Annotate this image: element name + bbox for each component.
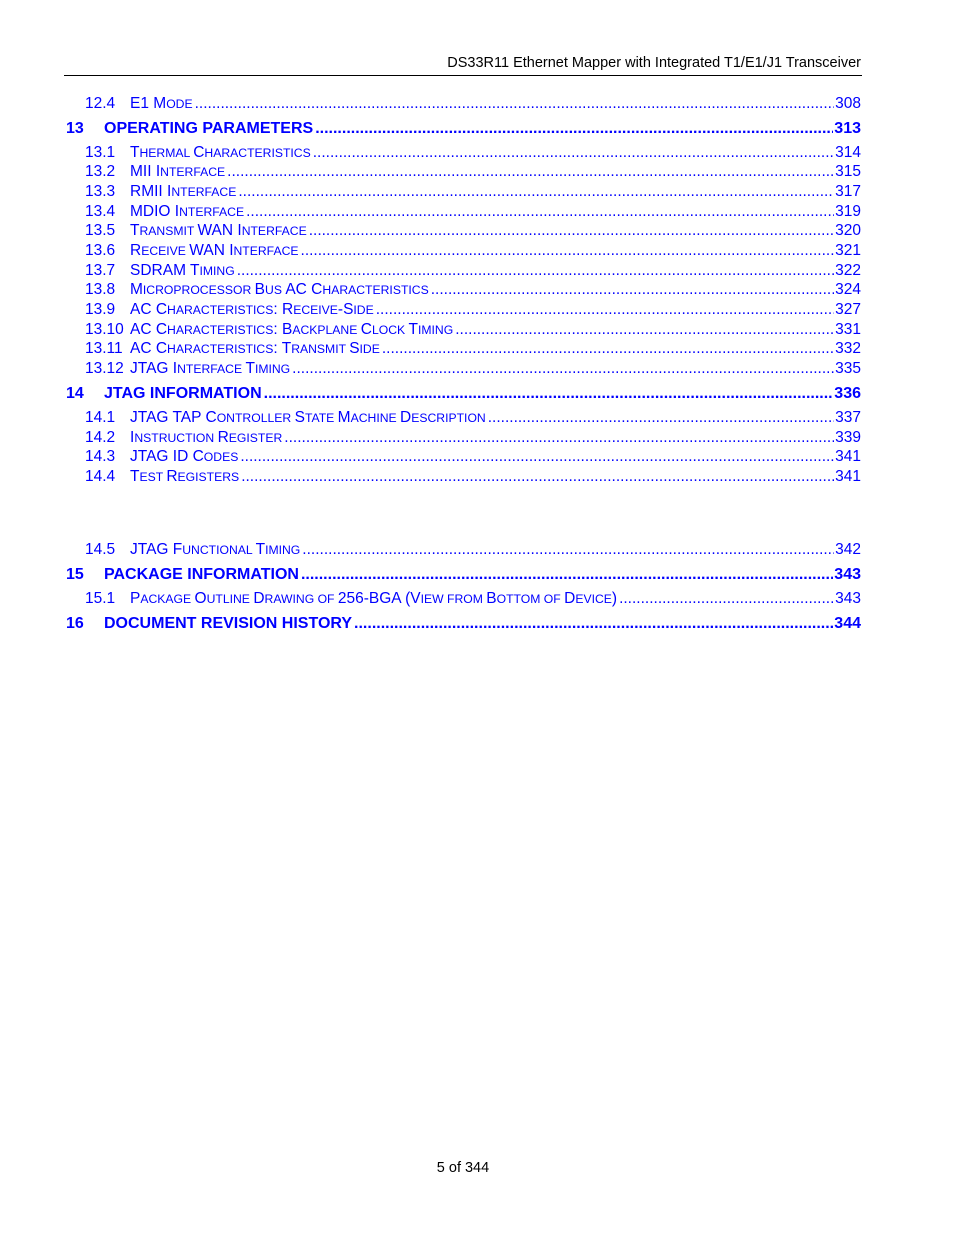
- toc-title-segment: ICROPROCESSOR: [142, 283, 255, 297]
- toc-title-segment: T: [255, 541, 266, 558]
- toc-entry-number: 13.1: [85, 144, 116, 161]
- toc-entry[interactable]: [0, 614, 954, 634]
- toc-title-segment: EVICE: [575, 592, 612, 606]
- toc-entry[interactable]: [0, 540, 954, 560]
- toc-title-segment: IEW FROM: [420, 592, 487, 606]
- toc-entry-line: [130, 182, 861, 202]
- toc-entry-number: 14.3: [85, 448, 116, 465]
- toc-entry-line: [130, 202, 861, 222]
- toc-entry-title[interactable]: [130, 359, 290, 379]
- toc-title-segment: : R: [273, 301, 294, 318]
- toc-entry-line: [130, 241, 861, 261]
- toc-title-segment: T: [245, 360, 255, 377]
- toc-title-segment: P: [130, 590, 141, 607]
- dot-leader: [431, 280, 834, 300]
- toc-entry-title[interactable]: [130, 221, 307, 241]
- toc-title-segment: ECEIVE: [141, 244, 190, 258]
- toc-title-segment: IMING: [199, 264, 235, 278]
- dot-leader: [302, 540, 834, 560]
- toc-entry-number: 13.5: [85, 222, 116, 239]
- toc-entry[interactable]: [0, 202, 954, 222]
- toc-entry-line: [130, 339, 861, 359]
- dot-leader: [354, 614, 833, 634]
- toc-title-segment: MII I: [130, 163, 161, 180]
- toc-title-segment: R: [130, 242, 142, 259]
- toc-title-segment: AC C: [130, 301, 168, 318]
- toc-entry[interactable]: [0, 119, 954, 139]
- toc-title-segment: ): [611, 590, 618, 607]
- toc-entry-line: [130, 467, 861, 487]
- toc-entry-page[interactable]: 308: [835, 95, 861, 112]
- toc-title-segment: OTTOM OF: [496, 592, 565, 606]
- toc-title-segment: ACKPLANE: [292, 323, 361, 337]
- toc-title-segment: AC C: [285, 281, 323, 298]
- toc-title-segment: E1 M: [130, 95, 167, 112]
- toc-title-segment: NTERFACE: [160, 165, 226, 179]
- toc-title-segment: WAN I: [197, 222, 242, 239]
- toc-entry-number: 13.11: [85, 340, 123, 357]
- toc-entry-page[interactable]: 321: [835, 242, 861, 259]
- toc-entry[interactable]: [0, 221, 954, 241]
- toc-title-segment: ACHINE: [350, 411, 401, 425]
- toc-entry-title[interactable]: [104, 614, 352, 634]
- toc-entry[interactable]: [0, 467, 954, 487]
- toc-title-segment: HARACTERISTICS: [204, 146, 311, 160]
- toc-entry-page[interactable]: 313: [834, 120, 861, 137]
- toc-title-segment: IMING: [265, 543, 301, 557]
- toc-entry-page[interactable]: 341: [835, 468, 861, 485]
- toc-entry-title[interactable]: [104, 565, 299, 585]
- toc-entry-page[interactable]: 343: [834, 566, 861, 583]
- toc-title-segment: M: [337, 409, 351, 426]
- toc-entry-page[interactable]: 344: [834, 615, 861, 632]
- toc-entry[interactable]: [0, 241, 954, 261]
- toc-title-segment: : T: [273, 340, 292, 357]
- toc-title-segment: HERMAL: [139, 146, 194, 160]
- toc-title-segment: IMING: [418, 323, 454, 337]
- toc-entry-title[interactable]: [130, 182, 236, 202]
- toc-entry-line: [130, 94, 861, 114]
- toc-title-segment: EGISTERS: [177, 470, 240, 484]
- dot-leader: [315, 119, 833, 139]
- toc-entry[interactable]: [0, 589, 954, 609]
- toc-entry-number: 13.7: [85, 262, 116, 279]
- toc-title-segment: EST: [139, 470, 167, 484]
- toc-title-segment: IDE: [359, 342, 380, 356]
- toc-title-segment: LOCK: [371, 323, 409, 337]
- dot-leader: [455, 320, 834, 340]
- toc-title-segment: M: [130, 281, 143, 298]
- toc-title-segment: O: [194, 590, 207, 607]
- toc-title-segment: B: [254, 281, 266, 298]
- toc-entry[interactable]: [0, 261, 954, 281]
- page-number-footer: 5 of 344: [436, 1160, 490, 1176]
- dot-leader: [264, 384, 834, 404]
- toc-entry-number: 14.2: [85, 429, 116, 446]
- toc-title-segment: R: [166, 468, 178, 485]
- toc-title-segment: T: [130, 144, 140, 161]
- toc-title-segment: JTAG INFORMATION: [104, 385, 262, 402]
- dot-leader: [195, 94, 835, 114]
- toc-title-segment: TATE: [304, 411, 338, 425]
- toc-entry-title[interactable]: [104, 119, 313, 139]
- dot-leader: [382, 339, 834, 359]
- toc-entry-page[interactable]: 343: [835, 590, 861, 607]
- toc-title-segment: D: [564, 590, 576, 607]
- toc-title-segment: JTAG I: [130, 360, 178, 377]
- toc-title-segment: AC C: [130, 321, 168, 338]
- toc-entry[interactable]: [0, 384, 954, 404]
- toc-entry-page[interactable]: 336: [834, 385, 861, 402]
- toc-entry-line: [130, 428, 861, 448]
- toc-entry-title[interactable]: [130, 94, 193, 114]
- toc-entry-page[interactable]: 341: [835, 448, 861, 465]
- toc-entry[interactable]: [0, 182, 954, 202]
- toc-entry-page[interactable]: 315: [835, 163, 861, 180]
- toc-entry-number: 14.4: [85, 468, 116, 485]
- toc-entry-title[interactable]: [130, 408, 486, 428]
- toc-title-segment: T: [130, 468, 140, 485]
- toc-entry-line: [130, 280, 861, 300]
- toc-entry-title[interactable]: [130, 589, 617, 609]
- toc-title-segment: RANSMIT: [291, 342, 350, 356]
- toc-title-segment: MDIO I: [130, 203, 180, 220]
- toc-entry-title[interactable]: [104, 384, 262, 404]
- dot-leader: [488, 408, 834, 428]
- toc-entry-number: 13.9: [85, 301, 116, 318]
- toc-title-segment: S: [294, 409, 305, 426]
- dot-leader: [309, 221, 834, 241]
- toc-entry[interactable]: [0, 447, 954, 467]
- toc-entry-title[interactable]: [130, 467, 239, 487]
- toc-entry-page[interactable]: 320: [835, 222, 861, 239]
- toc-entry-page[interactable]: 332: [835, 340, 861, 357]
- toc-title-segment: C: [193, 144, 205, 161]
- toc-title-segment: NSTRUCTION: [134, 431, 218, 445]
- toc-entry-line: [130, 589, 861, 609]
- toc-title-segment: WAN I: [189, 242, 234, 259]
- toc-title-segment: NTERFACE: [171, 185, 237, 199]
- toc-entry[interactable]: [0, 408, 954, 428]
- toc-entry-title[interactable]: [130, 320, 453, 340]
- toc-title-segment: UTLINE: [206, 592, 254, 606]
- toc-title-segment: HARACTERISTICS: [167, 323, 274, 337]
- toc-title-segment: C: [360, 321, 372, 338]
- dot-leader: [241, 467, 834, 487]
- toc-title-segment: ODES: [203, 450, 239, 464]
- toc-title-segment: ONTROLLER: [216, 411, 295, 425]
- toc-entry-number: 13.4: [85, 203, 116, 220]
- toc-title-segment: T: [408, 321, 418, 338]
- toc-entry-line: [130, 261, 861, 281]
- toc-entry-title[interactable]: [130, 143, 311, 163]
- toc-entry-title[interactable]: [130, 241, 299, 261]
- toc-entry-line: [130, 408, 861, 428]
- toc-entry-number: 15.1: [85, 590, 116, 607]
- dot-leader: [376, 300, 834, 320]
- toc-entry-title[interactable]: [130, 202, 244, 222]
- toc-title-segment: ODE: [166, 97, 193, 111]
- toc-entry-page[interactable]: 339: [835, 429, 861, 446]
- toc-entry-number: 14.5: [85, 541, 116, 558]
- toc-entry-line: [130, 320, 861, 340]
- toc-entry-page[interactable]: 331: [835, 321, 861, 338]
- toc-entry-title[interactable]: [130, 447, 238, 467]
- toc-title-segment: D: [400, 409, 412, 426]
- toc-title-segment: UNCTIONAL: [182, 543, 256, 557]
- toc-title-segment: B: [486, 590, 497, 607]
- toc-title-segment: NTERFACE: [233, 244, 299, 258]
- toc-entry-number: 16: [66, 615, 84, 632]
- toc-entry-line: [104, 614, 861, 634]
- toc-entry-number: 14.1: [85, 409, 116, 426]
- toc-entry[interactable]: [0, 359, 954, 379]
- toc-entry-line: [104, 119, 861, 139]
- toc-entry[interactable]: [0, 162, 954, 182]
- toc-entry[interactable]: [0, 94, 954, 114]
- toc-entry-number: 13.10: [85, 321, 124, 338]
- toc-entry-page[interactable]: 342: [835, 541, 861, 558]
- toc-title-segment: HARACTERISTICS: [322, 283, 429, 297]
- toc-entry-number: 15: [66, 566, 84, 583]
- toc-title-segment: IMING: [254, 362, 291, 376]
- toc-entry-title[interactable]: [130, 428, 282, 448]
- dot-leader: [238, 182, 834, 202]
- toc-title-segment: US: [265, 283, 286, 297]
- toc-title-segment: SDRAM T: [130, 262, 200, 279]
- toc-entry-number: 13.6: [85, 242, 116, 259]
- toc-entry-number: 13.3: [85, 183, 116, 200]
- dot-leader: [301, 241, 835, 261]
- toc-title-segment: : B: [273, 321, 293, 338]
- toc-entry-number: 13.12: [85, 360, 124, 377]
- toc-entry-page[interactable]: 327: [835, 301, 861, 318]
- toc-title-segment: NTERFACE: [177, 362, 246, 376]
- toc-entry-line: [104, 384, 861, 404]
- toc-entry-page[interactable]: 335: [835, 360, 861, 377]
- toc-title-segment: OPERATING PARAMETERS: [104, 120, 314, 137]
- toc-title-segment: HARACTERISTICS: [167, 303, 274, 317]
- toc-entry-number: 13.8: [85, 281, 116, 298]
- toc-title-segment: NTERFACE: [179, 205, 245, 219]
- toc-entry-line: [130, 540, 861, 560]
- toc-entry-page[interactable]: 314: [835, 144, 861, 161]
- dot-leader: [313, 143, 834, 163]
- toc-entry-page[interactable]: 337: [835, 409, 861, 426]
- dot-leader: [284, 428, 834, 448]
- toc-title-segment: NTERFACE: [241, 224, 307, 238]
- toc-entry-line: [104, 565, 861, 585]
- toc-entry-line: [130, 162, 861, 182]
- toc-entry-line: [130, 300, 861, 320]
- toc-entry-number: 14: [66, 385, 84, 402]
- toc-entry[interactable]: [0, 339, 954, 359]
- toc-title-segment: T: [130, 222, 140, 239]
- toc-entry-line: [130, 359, 861, 379]
- toc-entry[interactable]: [0, 320, 954, 340]
- toc-title-segment: AC C: [130, 340, 168, 357]
- header-divider: [64, 75, 862, 76]
- toc-title-segment: JTAG F: [130, 541, 183, 558]
- toc-entry-line: [130, 447, 861, 467]
- toc-title-segment: DOCUMENT REVISION HISTORY: [104, 615, 353, 632]
- toc-title-segment: I: [130, 429, 135, 446]
- toc-title-segment: ECEIVE: [293, 303, 338, 317]
- running-header-title: DS33R11 Ethernet Mapper with Integrated T1/E1/J1 Transceiver: [447, 55, 861, 71]
- toc-entry-number: 12.4: [85, 95, 116, 112]
- toc-entry-line: [130, 143, 861, 163]
- toc-entry-line: [130, 221, 861, 241]
- toc-entry-title[interactable]: [130, 300, 374, 320]
- toc-entry[interactable]: [0, 565, 954, 585]
- dot-leader: [240, 447, 834, 467]
- toc-title-segment: ESCRIPTION: [411, 411, 486, 425]
- toc-entry[interactable]: [0, 280, 954, 300]
- toc-entry-number: 13: [66, 120, 84, 137]
- toc-entry[interactable]: [0, 143, 954, 163]
- toc-entry[interactable]: [0, 428, 954, 448]
- toc-title-segment: ACKAGE: [140, 592, 195, 606]
- toc-entry-page[interactable]: 322: [835, 262, 861, 279]
- toc-entry-title[interactable]: [130, 162, 225, 182]
- toc-title-segment: PACKAGE INFORMATION: [104, 566, 299, 583]
- toc-entry-number: 13.2: [85, 163, 116, 180]
- dot-leader: [619, 589, 834, 609]
- toc-entry-page[interactable]: 319: [835, 203, 861, 220]
- toc-entry-page[interactable]: 324: [835, 281, 861, 298]
- toc-entry[interactable]: [0, 300, 954, 320]
- toc-entry-title[interactable]: [130, 280, 429, 300]
- toc-title-segment: HARACTERISTICS: [167, 342, 274, 356]
- toc-title-segment: RANSMIT: [139, 224, 198, 238]
- toc-title-segment: EGISTER: [228, 431, 283, 445]
- toc-entry-title[interactable]: [130, 540, 300, 560]
- toc-title-segment: IDE: [353, 303, 374, 317]
- toc-title-segment: 256-BGA (V: [337, 590, 421, 607]
- toc-title-segment: RAWING OF: [264, 592, 338, 606]
- dot-leader: [227, 162, 834, 182]
- dot-leader: [301, 565, 833, 585]
- toc-title-segment: RMII I: [130, 183, 172, 200]
- toc-title-segment: JTAG TAP C: [130, 409, 217, 426]
- dot-leader: [237, 261, 834, 281]
- toc-entry-title[interactable]: [130, 261, 235, 281]
- dot-leader: [246, 202, 834, 222]
- toc-title-segment: R: [217, 429, 229, 446]
- toc-entry-title[interactable]: [130, 339, 380, 359]
- toc-title-segment: -S: [337, 301, 354, 318]
- toc-entry-page[interactable]: 317: [835, 183, 861, 200]
- dot-leader: [292, 359, 834, 379]
- toc-title-segment: JTAG ID C: [130, 448, 204, 465]
- toc-title-segment: D: [253, 590, 265, 607]
- toc-title-segment: S: [349, 340, 360, 357]
